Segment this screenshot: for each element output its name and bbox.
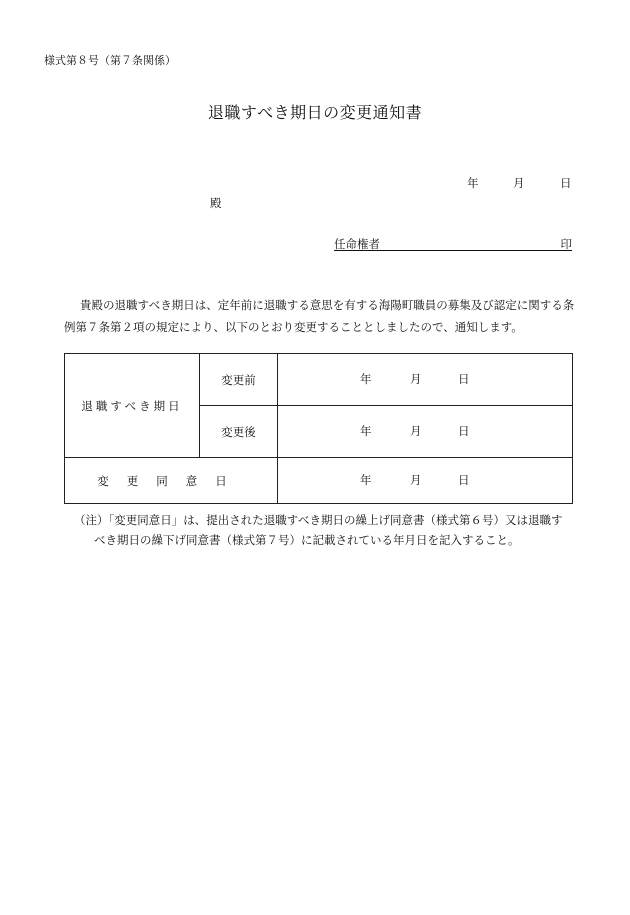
ymd-day: 日 [458, 473, 470, 487]
notice-body-text: 貴殿の退職すべき期日は、定年前に退職する意思を有する海陽町職員の募集及び認定に関する条例第７条第２項の規定により、以下のとおり変更することとしましたので、通知します。 [64, 298, 575, 334]
agreement-date-cell [278, 458, 573, 504]
ymd-day: 日 [458, 424, 470, 438]
before-change-label: 変更前 [200, 354, 278, 406]
after-change-date-cell [278, 406, 573, 458]
date-year-label: 年 [467, 176, 479, 190]
change-table [64, 353, 573, 504]
before-change-date-cell [278, 354, 573, 406]
footnote-line-2: べき期日の繰下げ同意書（様式第７号）に記載されている年月日を記入すること。 [94, 533, 520, 547]
form-number: 様式第８号（第７条関係） [44, 54, 176, 67]
ymd-year: 年 [360, 424, 372, 438]
ymd-month: 月 [410, 473, 422, 487]
ymd-year: 年 [360, 473, 372, 487]
ymd-year: 年 [360, 372, 372, 386]
ymd-day: 日 [458, 372, 470, 386]
footnote-line-1: （注）「変更同意日」は、提出された退職すべき期日の繰上げ同意書（様式第６号）又は退職す [74, 513, 563, 527]
agreement-date-label: 変更同意日 [65, 458, 278, 504]
document-title: 退職すべき期日の変更通知書 [207, 103, 423, 122]
footnote [74, 510, 580, 550]
after-change-label: 変更後 [200, 406, 278, 458]
addressee-honorific: 殿 [210, 196, 222, 210]
appointer-signature-line [334, 236, 572, 251]
seal-mark: 印 [560, 237, 572, 251]
ymd-month: 月 [410, 372, 422, 386]
date-month-label: 月 [513, 176, 525, 190]
ymd-month: 月 [410, 424, 422, 438]
date-day-label: 日 [560, 176, 572, 190]
retirement-date-header: 退職すべき期日 [65, 354, 200, 458]
appointer-label: 任命権者 [334, 237, 380, 251]
